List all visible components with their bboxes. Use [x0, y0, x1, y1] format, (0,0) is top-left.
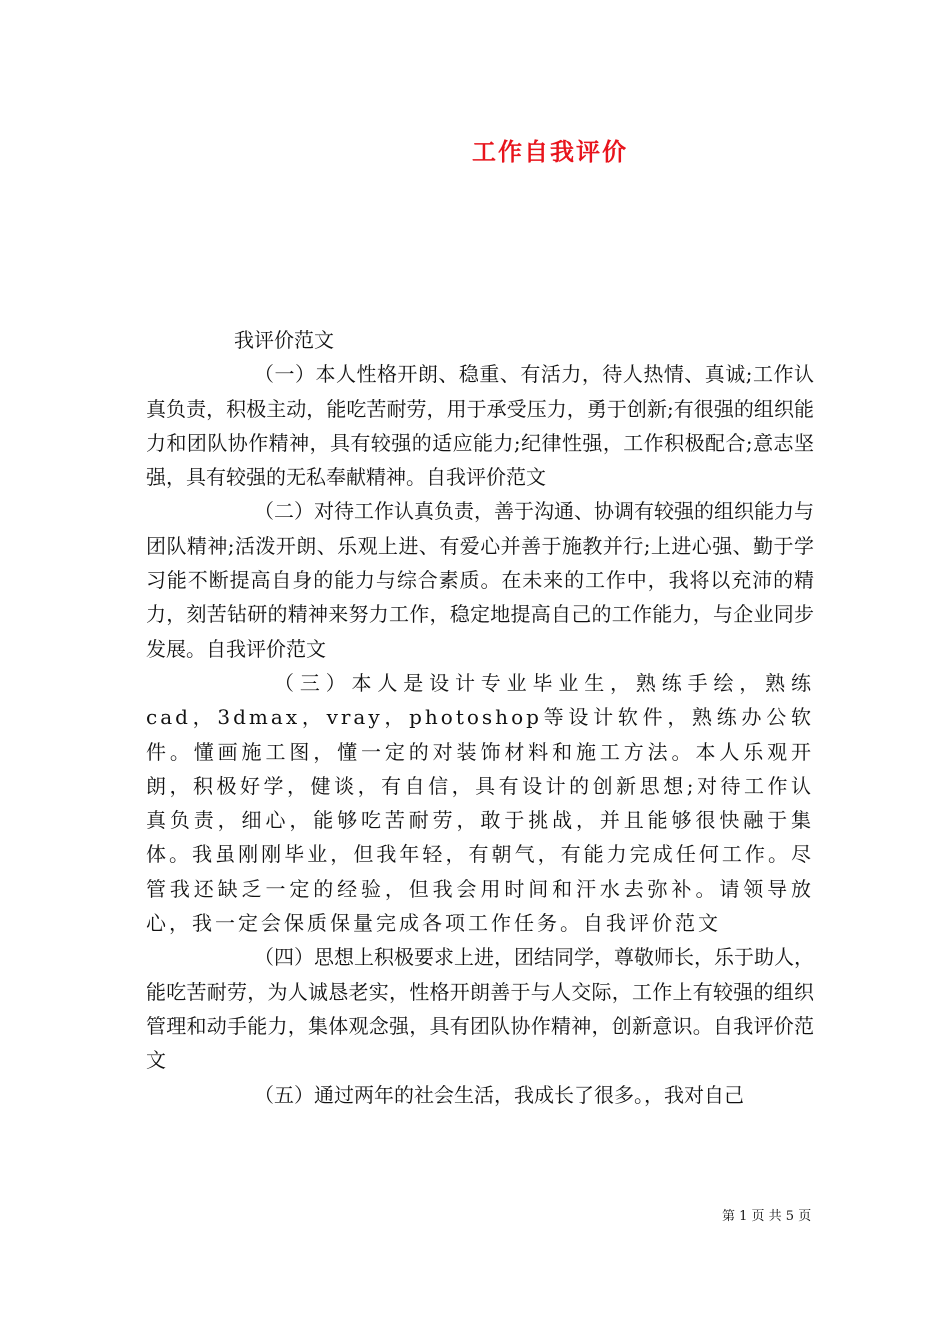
document-title: 工作自我评价: [472, 138, 628, 166]
paragraph-1: （一）本人性格开朗、稳重、有活力，待人热情、真诚;工作认真负责，积极主动，能吃苦耐劳，用于承受压力，勇于创新;有很强的组织能力和团队协作精神，具有较强的适应能力;纪律性强，工作积极配合;意志坚强，具有较强的无私奉献精神。自我评价范文: [146, 362, 814, 490]
paragraph-3: （三）本人是设计专业毕业生，熟练手绘，熟练cad，3dmax，vray，photoshop等设计软件，熟练办公软件。懂画施工图，懂一定的对装饰材料和施工方法。本人乐观开朗，积极好学，健谈，有自信，具有设计的创新思想;对待工作认真负责，细心，能够吃苦耐劳，敢于挑战，并且能够很快融于集体。我虽刚刚毕业，但我年轻，有朝气，有能力完成任何工作。尽管我还缺乏一定的经验，但我会用时间和汗水去弥补。请领导放心，我一定会保质保量完成各项工作任务。自我评价范文: [146, 670, 814, 936]
paragraph-4: （四）思想上积极要求上进，团结同学，尊敬师长，乐于助人，能吃苦耐劳，为人诚恳老实，性格开朗善于与人交际，工作上有较强的组织管理和动手能力，集体观念强，具有团队协作精神，创新意识。自我评价范文: [146, 945, 814, 1073]
intro-line: 我评价范文: [234, 328, 334, 352]
paragraph-5: （五）通过两年的社会生活，我成长了很多。，我对自己: [254, 1082, 744, 1107]
paragraph-2: （二）对待工作认真负责，善于沟通、协调有较强的组织能力与团队精神;活泼开朗、乐观上进、有爱心并善于施教并行;上进心强、勤于学习能不断提高自身的能力与综合素质。在未来的工作中，我将以充沛的精力，刻苦钻研的精神来努力工作，稳定地提高自己的工作能力，与企业同步发展。自我评价范文: [146, 499, 814, 661]
document-body: [146, 323, 814, 1112]
page-number: 第 1 页 共 5 页: [722, 1209, 812, 1224]
